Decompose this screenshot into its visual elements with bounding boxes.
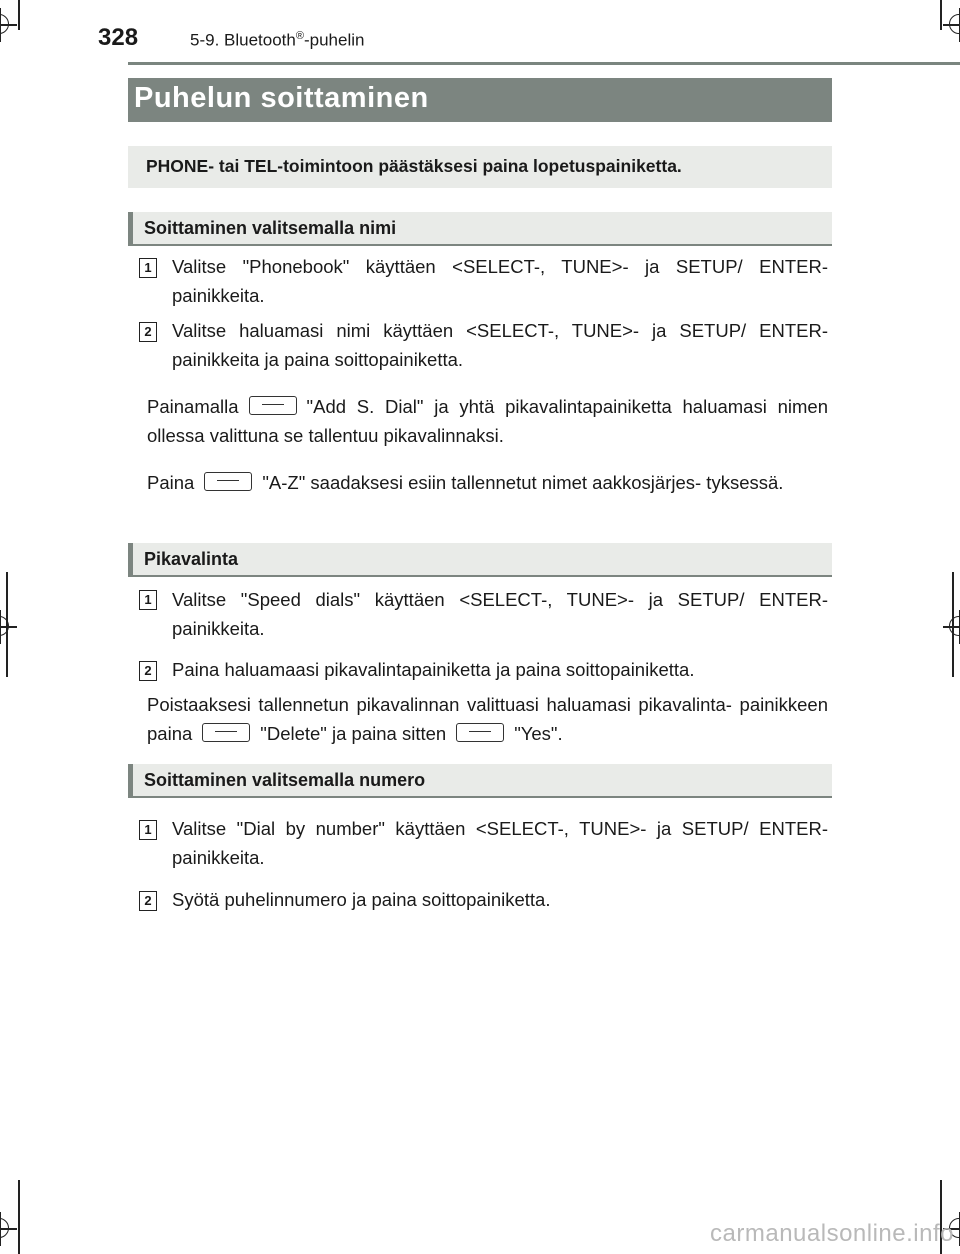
step-text: Syötä puhelinnumero ja paina soittopainiketta. [172,889,551,910]
trim-mark [952,572,954,677]
step-text: Valitse "Speed dials" käyttäen <SELECT-, TUNE>- ja SETUP/ ENTER-painikkeita. [172,589,828,639]
section-title: 5-9. Bluetooth®-puhelin [190,30,365,50]
trim-mark [940,0,942,30]
section-heading: Soittaminen valitsemalla numero [128,764,832,798]
step-number: 1 [139,820,157,840]
step-text: Valitse "Phonebook" käyttäen <SELECT-, TUNE>- ja SETUP/ ENTER-painikkeita. [172,256,828,306]
registration-mark [0,8,17,42]
registration-mark [0,610,17,644]
step-text: Valitse haluamasi nimi käyttäen <SELECT-, TUNE>- ja SETUP/ ENTER-painikkeita ja paina soittopainiketta. [172,320,828,370]
watermark: carmanualsonline.info [710,1220,954,1247]
step-number: 2 [139,322,157,342]
section-heading: Pikavalinta [128,543,832,577]
step-number: 1 [139,590,157,610]
step-number: 2 [139,661,157,681]
registration-mark [0,1212,17,1246]
step-text: Valitse "Dial by number" käyttäen <SELECT-, TUNE>- ja SETUP/ ENTER-painikkeita. [172,818,828,868]
step-text: Paina haluamaasi pikavalintapainiketta ja paina soittopainiketta. [172,659,695,680]
note: Painamalla "Add S. Dial" ja yhtä pikavalintapainiketta haluamasi nimen ollessa valittuna se tallentuu pikavalinnaksi. [147,396,828,446]
button-icon [456,723,504,742]
header-rule [128,62,960,65]
trim-mark [18,0,20,30]
lead-text: PHONE- tai TEL-toimintoon päästäksesi paina lopetuspainiketta. [146,156,682,176]
button-icon [249,396,297,415]
step-number: 1 [139,258,157,278]
button-icon [204,472,252,491]
note: Poistaaksesi tallennetun pikavalinnan valittuasi haluamasi pikavalinta- painikkeen paina "Delete" ja paina sitten "Yes". [147,694,828,744]
trim-mark [6,572,8,677]
button-icon [202,723,250,742]
registration-mark [943,8,960,42]
page-title: Puhelun soittaminen [134,82,429,114]
section-heading: Soittaminen valitsemalla nimi [128,212,832,246]
step-number: 2 [139,891,157,911]
page-number: 328 [98,24,139,51]
trim-mark [18,1180,20,1254]
note: Paina "A-Z" saadaksesi esiin tallennetut nimet aakkosjärjes- tyksessä. [147,472,784,493]
